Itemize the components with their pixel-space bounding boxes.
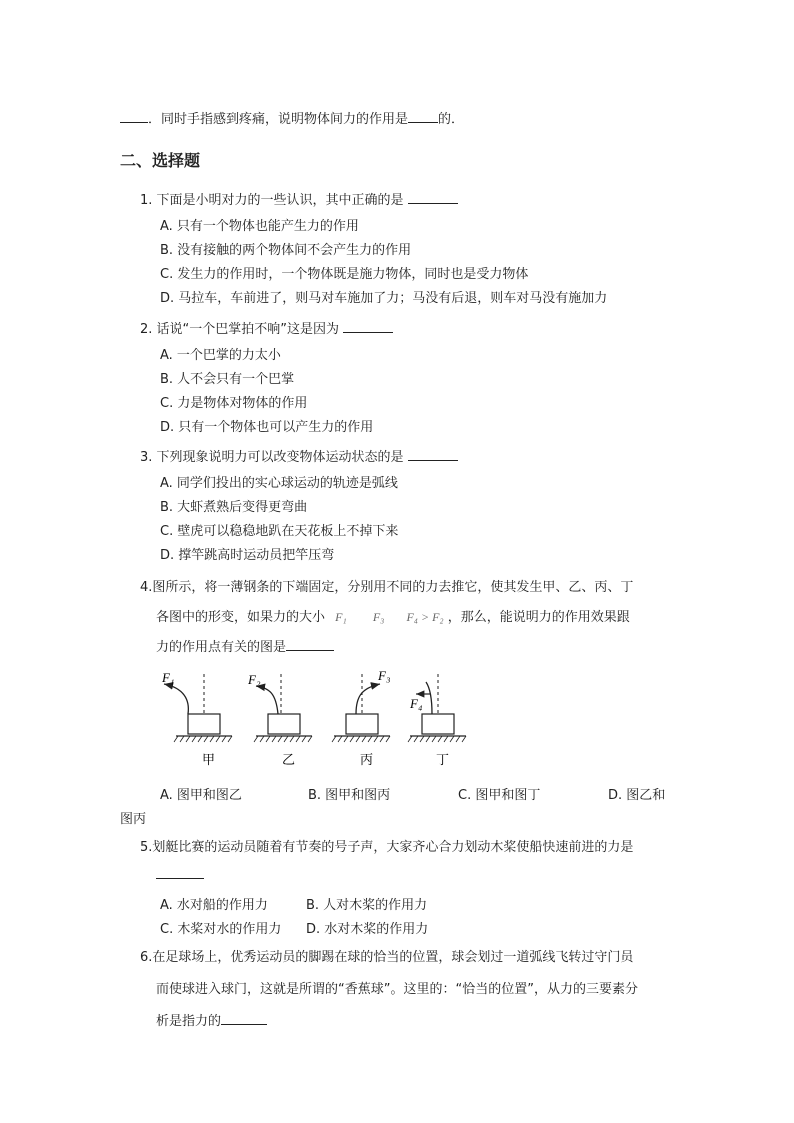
question-4-line-1 <box>140 576 633 595</box>
panel-bing <box>332 668 390 768</box>
base-block <box>346 714 378 734</box>
option-4a: A. 图甲和图乙 <box>160 788 242 803</box>
question-text: 图所示，将一薄钢条的下端固定，分别用不同的力去推它，使其发生甲、乙、丙、丁 <box>152 580 634 595</box>
answer-blank <box>286 638 334 651</box>
top-line <box>120 108 464 127</box>
figure-label: 丙 <box>360 753 374 768</box>
answer-blank <box>408 448 458 461</box>
panel-jia <box>161 670 232 768</box>
question-text: 划艇比赛的运动员随着有节奏的号子声，大家齐心合力划动木桨使船快速前进的力是 <box>152 840 634 855</box>
bent-strip <box>164 684 188 714</box>
question-text: 话说“一个巴掌拍不响”这是因为 <box>156 322 340 337</box>
answer-blank <box>408 110 438 123</box>
base-block <box>422 714 454 734</box>
option-4d: D. 图乙和 <box>608 788 666 803</box>
question-text: 力的作用点有关的图是 <box>156 640 287 655</box>
answer-blank <box>156 866 204 879</box>
formula-f4-gt-f2: F₄ > F₂ <box>406 610 444 624</box>
answer-blank <box>221 1012 267 1025</box>
force-figure <box>150 664 470 774</box>
bent-strip <box>256 686 278 714</box>
question-3-stem <box>140 446 458 465</box>
option-2b: B. 人不会只有一个巴掌 <box>160 372 295 387</box>
answer-blank <box>343 320 393 333</box>
question-5-stem <box>140 836 633 855</box>
ground-hatch <box>332 736 390 742</box>
bent-strip <box>426 682 432 714</box>
option-3c: C. 壁虎可以稳稳地趴在天花板上不掉下来 <box>160 524 399 539</box>
base-block <box>188 714 220 734</box>
option-1b: B. 没有接触的两个物体间不会产生力的作用 <box>160 243 412 258</box>
option-4b: B. 图甲和图丙 <box>308 788 391 803</box>
ground-hatch <box>174 736 232 742</box>
question-text: 下列现象说明力可以改变物体运动状态的是 <box>156 450 404 465</box>
option-4d-continued: 图丙 <box>120 812 147 827</box>
answer-blank <box>120 110 148 123</box>
question-text: 析是指力的 <box>156 1014 222 1029</box>
figure-label: 乙 <box>282 753 296 768</box>
base-block <box>268 714 300 734</box>
question-number: 4. <box>140 580 153 595</box>
answer-blank-line <box>156 866 204 883</box>
question-number: 6. <box>140 950 153 965</box>
question-number: 5. <box>140 840 153 855</box>
option-1c: C. 发生力的作用时，一个物体既是施力物体，同时也是受力物体 <box>160 267 529 282</box>
answer-blank <box>408 191 458 204</box>
option-4c: C. 图甲和图丁 <box>458 788 541 803</box>
figure-label: 甲 <box>202 753 216 768</box>
panel-yi <box>247 672 312 768</box>
formula-f3: F₃ <box>372 610 385 624</box>
panel-ding <box>408 674 466 768</box>
question-1-stem <box>140 189 458 208</box>
option-3a: A. 同学们投出的实心球运动的轨迹是弧线 <box>160 476 398 491</box>
ground-hatch <box>408 736 466 742</box>
option-3b: B. 大虾煮熟后变得更弯曲 <box>160 500 308 515</box>
option-2a: A. 一个巴掌的力太小 <box>160 348 281 363</box>
option-5b: B. 人对木桨的作用力 <box>306 898 428 913</box>
option-3d: D. 撑竿跳高时运动员把竿压弯 <box>160 548 335 563</box>
question-4-line-2 <box>156 606 630 625</box>
force-label: F₃ <box>378 668 391 683</box>
top-line-text: ．同时手指感到疼痛，说明物体间力的作用是 <box>148 112 409 127</box>
bent-strip <box>356 684 380 714</box>
formula-f1: F₁ <box>335 610 347 624</box>
question-text: 在足球场上，优秀运动员的脚踢在球的恰当的位置，球会划过一道弧线飞转过守门员 <box>152 950 634 965</box>
question-text: 下面是小明对力的一些认识，其中正确的是 <box>156 193 404 208</box>
question-2-stem <box>140 318 393 337</box>
figure-label: 丁 <box>436 753 450 768</box>
question-text: 各图中的形变，如果力的大小 <box>156 610 326 625</box>
force-label: F₄ <box>410 696 423 711</box>
force-label: F₂ <box>248 672 261 687</box>
option-1d: D. 马拉车，车前进了，则马对车施加了力；马没有后退，则车对马没有施加力 <box>160 291 608 306</box>
option-5a: A. 水对船的作用力 <box>160 898 268 913</box>
question-6-line-3 <box>156 1010 267 1029</box>
question-number: 2. <box>140 322 153 337</box>
question-number: 3. <box>140 450 153 465</box>
option-1a: A. 只有一个物体也能产生力的作用 <box>160 219 359 234</box>
question-number: 1. <box>140 193 153 208</box>
option-2d: D. 只有一个物体也可以产生力的作用 <box>160 420 374 435</box>
question-6-line-1 <box>140 946 633 965</box>
option-2c: C. 力是物体对物体的作用 <box>160 396 308 411</box>
top-line-end: 的． <box>438 112 465 127</box>
question-text: ，那么，能说明力的作用效果跟 <box>447 610 630 625</box>
option-5c: C. 木桨对水的作用力 <box>160 922 282 937</box>
ground-hatch <box>254 736 312 742</box>
option-5d: D. 水对木桨的作用力 <box>306 922 429 937</box>
question-4-line-3 <box>156 636 334 655</box>
section-title: 二、选择题 <box>120 151 201 170</box>
force-label: F₁ <box>162 670 175 685</box>
question-6-line-2: 而使球进入球门，这就是所谓的“香蕉球”。这里的：“恰当的位置”，从力的三要素分 <box>156 982 638 997</box>
